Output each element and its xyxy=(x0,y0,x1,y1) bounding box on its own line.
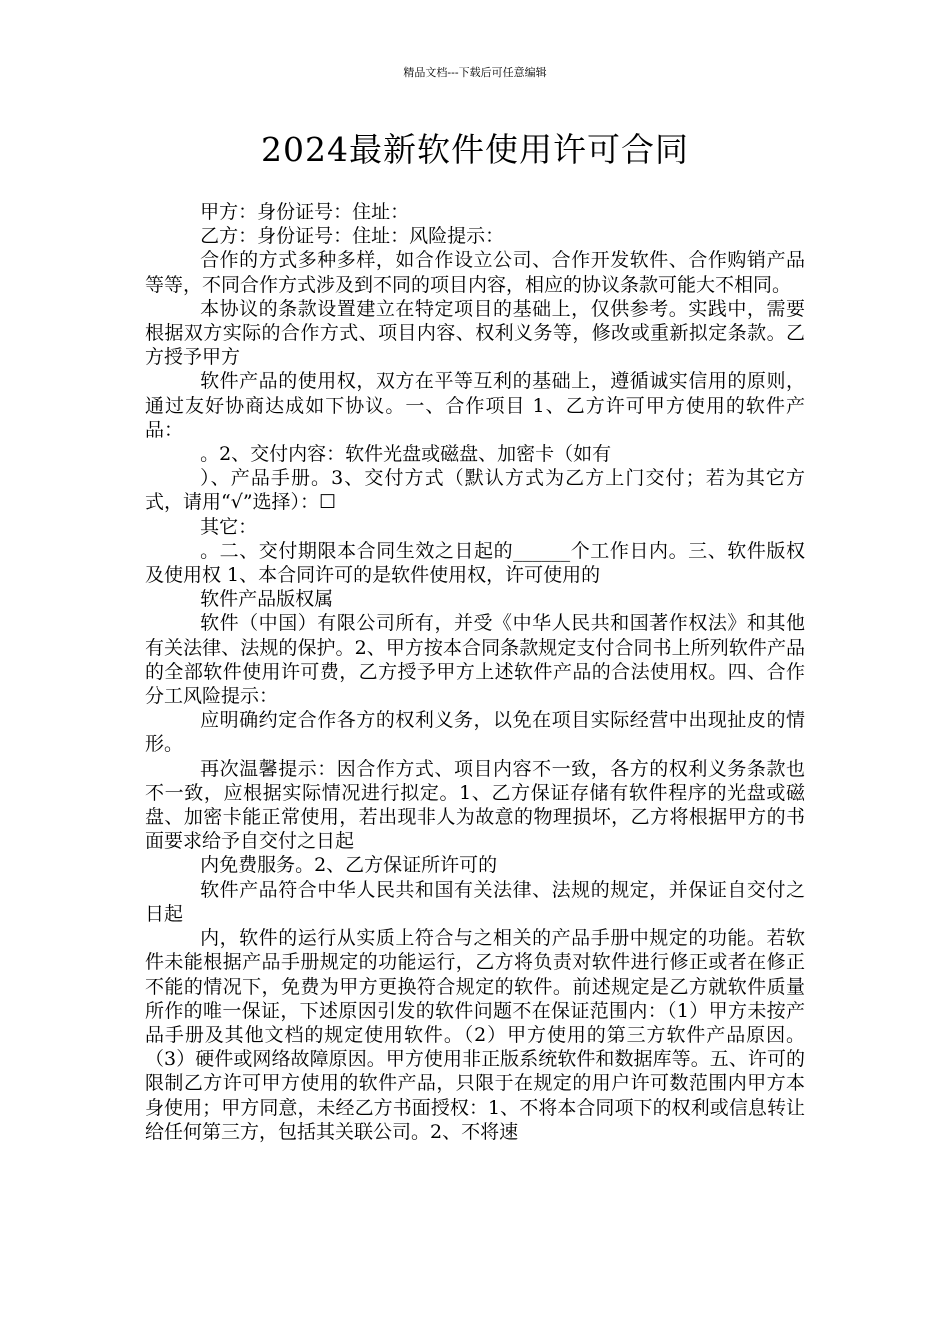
paragraph: 。二、交付期限本合同生效之日起的______个工作日内。三、软件版权及使用权 1、本合同许可的是软件使用权，许可使用的 xyxy=(145,539,805,587)
document-body xyxy=(145,200,805,1144)
paragraph: 应明确约定合作各方的权利义务，以免在项目实际经营中出现扯皮的情形。 xyxy=(145,709,805,756)
paragraph: 合作的方式多种多样，如合作设立公司、合作开发软件、合作购销产品等等，不同合作方式涉及到不同的项目内容，相应的协议条款可能大不相同。 xyxy=(145,249,805,296)
paragraph: 内，软件的运行从实质上符合与之相关的产品手册中规定的功能。若软件未能根据产品手册规定的功能运行，乙方将负责对软件进行修正或者在修正不能的情况下，免费为甲方更换符合规定的软件。前述规定是乙方就软件质量所作的唯一保证，下述原因引发的软件问题不在保证范围内：（1）甲方未按产品手册及其他文档的规定使用软件。（2）甲方使用的第三方软件产品原因。（3）硬件或网络故障原因。甲方使用非正版系统软件和数据库等。五、许可的限制乙方许可甲方使用的软件产品，只限于在规定的用户许可数范围内甲方本身使用；甲方同意，未经乙方书面授权：1、不将本合同项下的权利或信息转让给任何第三方，包括其关联公司。2、不将速 xyxy=(145,927,805,1143)
paragraph: ）、产品手册。3、交付方式（默认方式为乙方上门交付；若为其它方式，请用“√”选择）：☐ xyxy=(145,467,805,514)
paragraph: 软件产品版权属 xyxy=(200,588,334,611)
page-header: 精品文档---下载后可任意编辑 xyxy=(403,66,547,79)
paragraph: 软件产品符合中华人民共和国有关法律、法规的规定，并保证自交付之日起 xyxy=(145,878,805,925)
paragraph: 再次温馨提示：因合作方式、项目内容不一致，各方的权利义务条款也不一致，应根据实际情况进行拟定。1、乙方保证存储有软件程序的光盘或磁盘、加密卡能正常使用，若出现非人为故意的物理损坏，乙方将根据甲方的书面要求给予自交付之日起 xyxy=(145,757,805,853)
paragraph: 软件（中国）有限公司所有，并受《中华人民共和国著作权法》和其他有关法律、法规的保护。2、甲方按本合同条款规定支付合同书上所列软件产品的全部软件使用许可费，乙方授予甲方上述软件产品的合法使用权。四、合作分工风险提示： xyxy=(145,612,805,708)
paragraph: 其它： xyxy=(200,515,258,538)
paragraph: 软件产品的使用权，双方在平等互利的基础上，遵循诚实信用的原则，通过友好协商达成如下协议。一、合作项目 1、乙方许可甲方使用的软件产品： xyxy=(145,370,805,441)
paragraph: 。2、交付内容：软件光盘或磁盘、加密卡（如有 xyxy=(200,443,612,466)
paragraph: 本协议的条款设置建立在特定项目的基础上，仅供参考。实践中，需要根据双方实际的合作方式、项目内容、权利义务等，修改或重新拟定条款。乙方授予甲方 xyxy=(145,297,805,369)
document-title: 2024最新软件使用许可合同 xyxy=(261,130,689,169)
paragraph: 内免费服务。2、乙方保证所许可的 xyxy=(200,854,498,877)
paragraph: 乙方：身份证号：住址：风险提示： xyxy=(200,225,505,248)
paragraph: 甲方：身份证号：住址： xyxy=(200,201,410,223)
